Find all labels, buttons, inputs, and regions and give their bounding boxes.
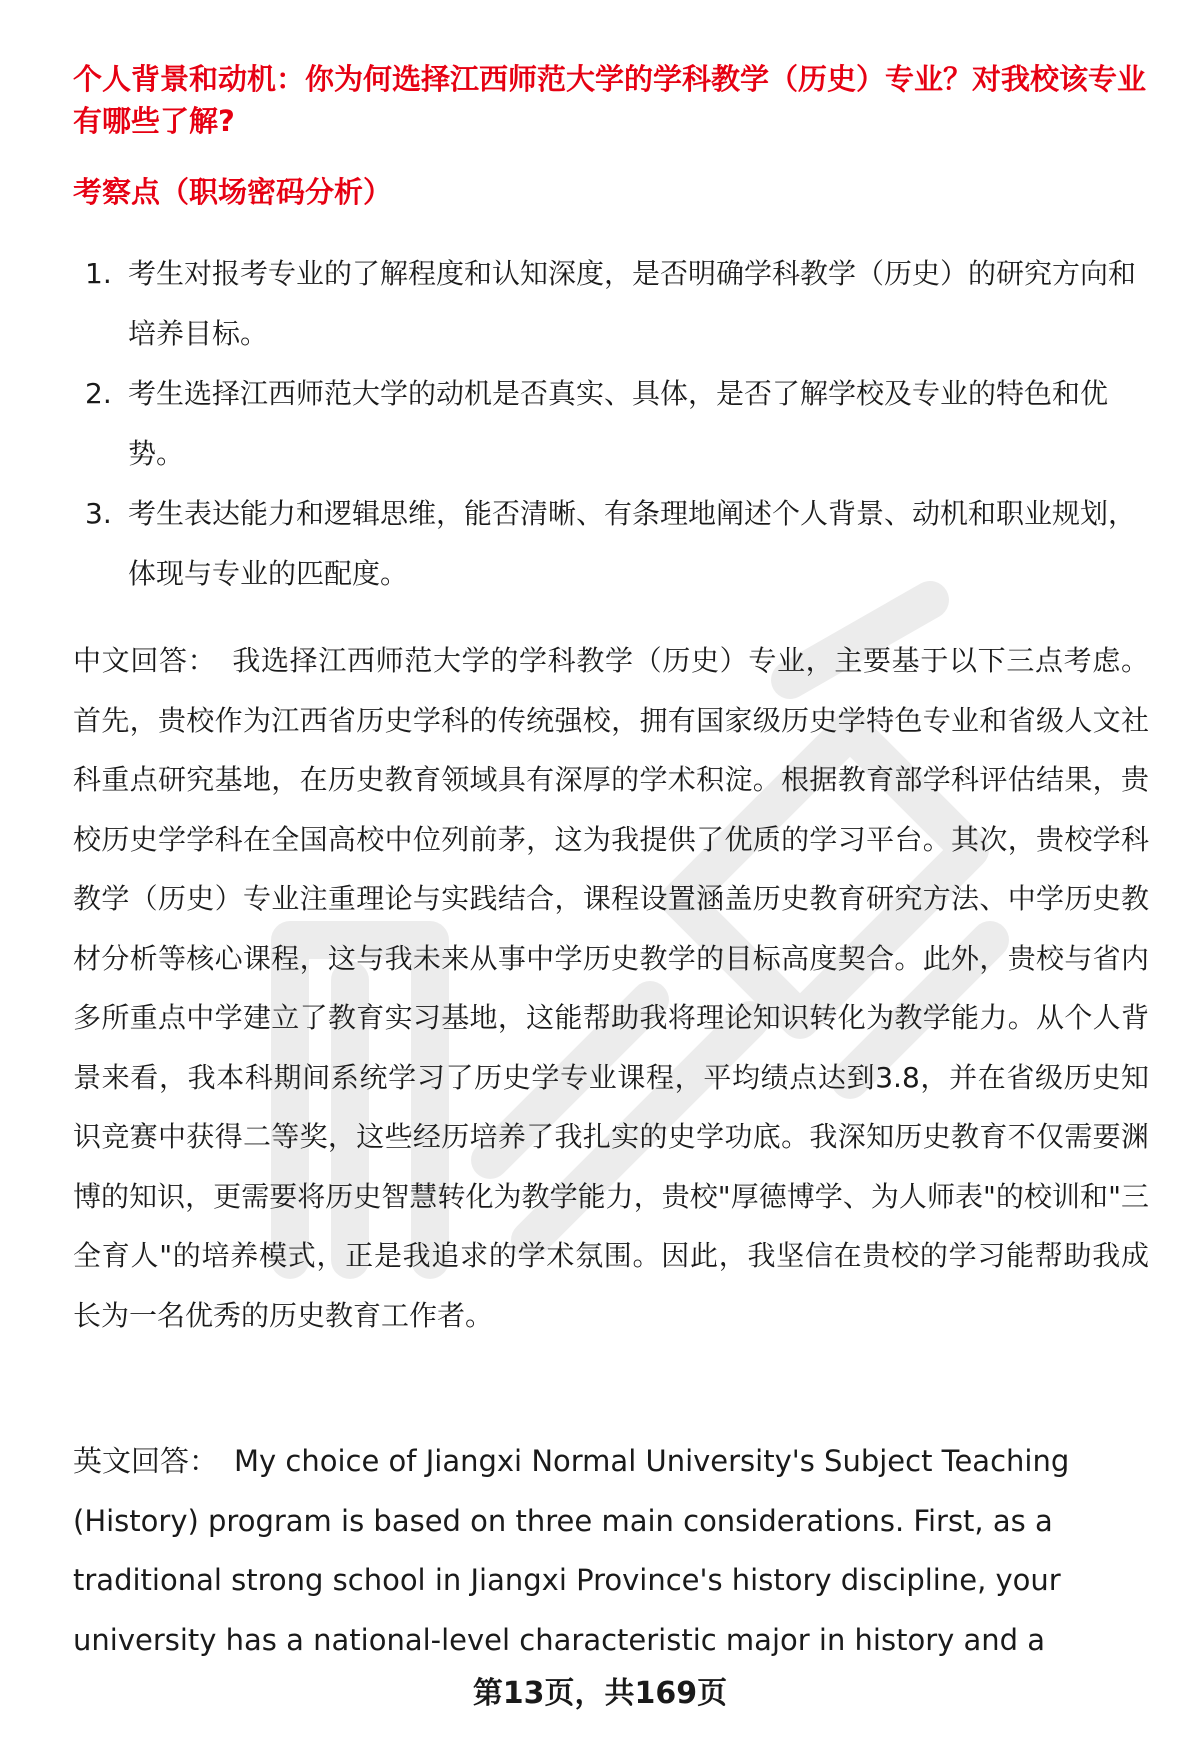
page-number: 第13页，共169页 bbox=[472, 1676, 728, 1711]
point-number: 2. bbox=[85, 377, 112, 410]
point-text: 考生表达能力和逻辑思维，能否清晰、有条理地阐述个人背景、动机和职业规划，体现与专业的匹配度。 bbox=[128, 497, 1137, 590]
point-text: 考生对报考专业的了解程度和认知深度，是否明确学科教学（历史）的研究方向和培养目标。 bbox=[128, 257, 1137, 350]
assessment-points-list bbox=[73, 244, 1149, 604]
assessment-point bbox=[73, 244, 1149, 364]
chinese-answer-label: 中文回答： bbox=[73, 644, 217, 677]
english-answer-label: 英文回答： bbox=[73, 1444, 219, 1478]
assessment-heading: 考察点（职场密码分析） bbox=[73, 175, 393, 209]
point-number: 1. bbox=[85, 257, 112, 290]
english-answer-text: My choice of Jiangxi Normal University's Subject Teaching (History) program is based on three main considerations. First, as a traditional strong school in Jiangxi Province's history discipline, your university has a national-level characteristic major in history and a bbox=[73, 1444, 1070, 1657]
point-number: 3. bbox=[85, 497, 112, 530]
point-text: 考生选择江西师范大学的动机是否真实、具体，是否了解学校及专业的特色和优势。 bbox=[128, 377, 1109, 470]
question-title: 个人背景和动机：你为何选择江西师范大学的学科教学（历史）专业？对我校该专业有哪些了解? bbox=[73, 62, 1147, 138]
assessment-point bbox=[73, 364, 1149, 484]
chinese-answer-text: 我选择江西师范大学的学科教学（历史）专业，主要基于以下三点考虑。首先，贵校作为江西省历史学科的传统强校，拥有国家级历史学特色专业和省级人文社科重点研究基地，在历史教育领域具有深厚的学术积淀。根据教育部学科评估结果，贵校历史学学科在全国高校中位列前茅，这为我提供了优质的学习平台。其次，贵校学科教学（历史）专业注重理论与实践结合，课程设置涵盖历史教育研究方法、中学历史教材分析等核心课程，这与我未来从事中学历史教学的目标高度契合。此外，贵校与省内多所重点中学建立了教育实习基地，这能帮助我将理论知识转化为教学能力。从个人背景来看，我本科期间系统学习了历史学专业课程，平均绩点达到3.8，并在省级历史知识竞赛中获得二等奖，这些经历培养了我扎实的史学功底。我深知历史教育不仅需要渊博的知识，更需要将历史智慧转化为教学能力，贵校"厚德博学、为人师表"的校训和"三全育人"的培养模式，正是我追求的学术氛围。因此，我坚信在贵校的学习能帮助我成长为一名优秀的历史教育工作者。 bbox=[73, 644, 1149, 1332]
english-answer bbox=[73, 1432, 1149, 1670]
assessment-point bbox=[73, 484, 1149, 604]
chinese-answer bbox=[73, 631, 1149, 1345]
